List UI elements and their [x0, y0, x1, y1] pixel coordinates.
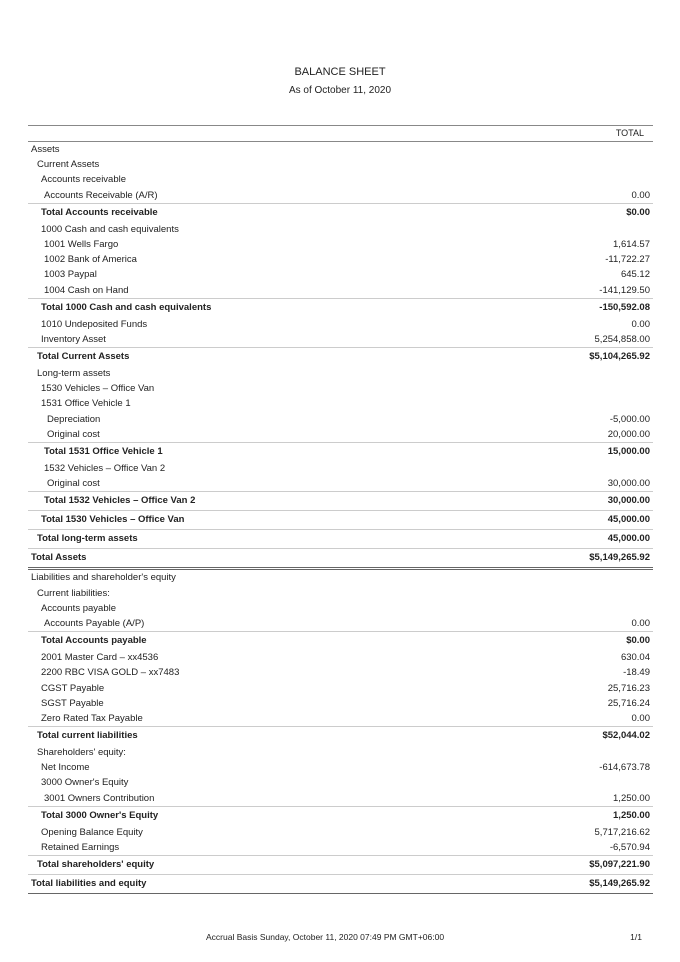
table-row — [28, 267, 653, 282]
row-label: Retained Earnings — [41, 842, 120, 853]
column-header-total: TOTAL — [28, 126, 653, 142]
row-label: 1003 Paypal — [44, 269, 97, 281]
row-label: Total Accounts receivable — [41, 206, 158, 218]
row-label: 1530 Vehicles – Office Van — [41, 383, 155, 395]
table-row — [28, 650, 653, 665]
row-amount: 0.00 — [631, 189, 650, 201]
total-row — [28, 726, 653, 745]
table-row — [28, 252, 653, 267]
row-label: Total shareholders' equity — [37, 859, 155, 871]
row-amount: 30,000.00 — [607, 478, 650, 490]
table-row — [28, 366, 653, 381]
table-row — [28, 616, 653, 631]
row-amount: $52,044.02 — [602, 730, 650, 742]
total-row — [28, 874, 653, 894]
row-label: Accounts payable — [41, 602, 116, 614]
row-amount: -18.49 — [623, 667, 650, 679]
row-amount: 1,250.00 — [613, 809, 650, 821]
table-row — [28, 396, 653, 411]
total-row — [28, 442, 653, 461]
report-date: As of October 11, 2020 — [288, 85, 392, 96]
row-label: Total Assets — [31, 552, 87, 564]
row-label: Total 3000 Owner's Equity — [41, 809, 159, 821]
table-row — [28, 283, 653, 298]
row-label: 2200 RBC VISA GOLD – xx7483 — [41, 667, 180, 679]
row-amount: -5,000.00 — [609, 413, 650, 425]
row-label: Shareholders' equity: — [37, 747, 126, 759]
row-amount: 25,716.24 — [607, 697, 650, 709]
row-label: 1010 Undeposited Funds — [41, 318, 148, 330]
table-row — [28, 317, 653, 332]
table-row — [28, 237, 653, 252]
table-row — [28, 840, 653, 855]
row-label: Total Accounts payable — [41, 635, 147, 647]
table-row — [28, 745, 653, 760]
table-row — [28, 760, 653, 775]
row-label: 1004 Cash on Hand — [44, 284, 129, 296]
row-label: Assets — [31, 144, 60, 155]
table-row — [28, 791, 653, 806]
table-row — [28, 601, 653, 616]
table-row — [28, 381, 653, 396]
row-label: Total 1532 Vehicles – Office Van 2 — [44, 495, 196, 507]
table-row — [28, 332, 653, 347]
total-row — [28, 806, 653, 825]
row-amount: $5,149,265.92 — [589, 552, 650, 564]
table-row — [28, 412, 653, 427]
table-row — [28, 142, 653, 157]
total-row — [28, 631, 653, 650]
row-label: Inventory Asset — [41, 333, 106, 345]
row-label: Total 1000 Cash and cash equivalents — [41, 301, 212, 313]
row-amount: 45,000.00 — [607, 514, 650, 526]
row-amount: $0.00 — [626, 635, 650, 647]
row-amount: 45,000.00 — [607, 533, 650, 545]
table-row — [28, 825, 653, 840]
row-amount: -6,570.94 — [609, 842, 650, 853]
row-label: CGST Payable — [41, 682, 105, 694]
row-label: Original cost — [47, 478, 100, 490]
footer-basis: Accrual Basis Sunday, October 11, 2020 07:49 PM GMT+06:00 — [206, 932, 445, 942]
table-row — [28, 681, 653, 696]
row-label: Total current liabilities — [37, 730, 138, 742]
row-amount: $5,104,265.92 — [589, 351, 650, 363]
row-label: Net Income — [41, 762, 90, 774]
row-label: Current Assets — [37, 159, 100, 171]
page-number: 1/1 — [630, 932, 642, 942]
row-amount: 1,250.00 — [613, 792, 650, 804]
total-row — [28, 298, 653, 317]
row-label: Accounts Payable (A/P) — [44, 617, 145, 629]
row-amount: 5,717,216.62 — [594, 826, 650, 838]
row-amount: -614,673.78 — [599, 762, 650, 774]
total-row — [28, 529, 653, 548]
row-label: 3001 Owners Contribution — [44, 792, 155, 804]
row-label: Current liabilities: — [37, 587, 110, 599]
row-amount: $0.00 — [626, 206, 650, 218]
total-row — [28, 548, 653, 570]
row-label: 2001 Master Card – xx4536 — [41, 652, 159, 664]
row-amount: 630.04 — [620, 652, 650, 664]
row-label: 1002 Bank of America — [44, 254, 137, 266]
total-row — [28, 347, 653, 366]
row-label: SGST Payable — [41, 697, 104, 709]
row-amount: 5,254,858.00 — [594, 333, 650, 345]
row-amount: 0.00 — [631, 617, 650, 629]
row-label: Accounts Receivable (A/R) — [44, 189, 158, 201]
row-label: 1531 Office Vehicle 1 — [41, 398, 131, 410]
row-label: Long-term assets — [37, 368, 111, 380]
table-row — [28, 427, 653, 442]
row-amount: $5,149,265.92 — [589, 878, 650, 890]
table-row — [28, 665, 653, 680]
table-row — [28, 711, 653, 726]
table-row — [28, 696, 653, 711]
total-row — [28, 855, 653, 874]
row-amount: 20,000.00 — [607, 428, 650, 440]
table-row — [28, 157, 653, 172]
row-amount: -11,722.27 — [605, 254, 650, 266]
row-amount: 0.00 — [631, 318, 650, 330]
report-rows — [28, 142, 653, 894]
row-label: Liabilities and shareholder's equity — [31, 572, 176, 584]
row-amount: -141,129.50 — [599, 284, 650, 296]
total-row — [28, 491, 653, 510]
row-amount: 0.00 — [631, 712, 650, 724]
row-amount: 25,716.23 — [607, 682, 650, 694]
table-row — [28, 586, 653, 601]
row-amount: 30,000.00 — [607, 495, 650, 507]
row-label: 1000 Cash and cash equivalents — [41, 223, 179, 235]
total-row — [28, 510, 653, 529]
row-label: Original cost — [47, 428, 100, 440]
report-title: BALANCE SHEET — [294, 66, 386, 78]
row-amount: 645.12 — [620, 269, 650, 281]
table-row — [28, 188, 653, 203]
table-row — [28, 476, 653, 491]
table-row — [28, 222, 653, 237]
row-label: 1532 Vehicles – Office Van 2 — [44, 463, 166, 474]
row-amount: 1,614.57 — [613, 238, 650, 250]
row-amount: $5,097,221.90 — [589, 859, 650, 871]
table-row — [28, 570, 653, 585]
row-label: Total liabilities and equity — [31, 878, 147, 890]
row-label: Accounts receivable — [41, 174, 127, 186]
row-amount: 15,000.00 — [607, 446, 650, 457]
total-row — [28, 203, 653, 222]
row-amount: -150,592.08 — [599, 301, 650, 313]
row-label: Total 1530 Vehicles – Office Van — [41, 514, 185, 526]
table-row — [28, 775, 653, 790]
row-label: Total long-term assets — [37, 533, 138, 545]
row-label: 1001 Wells Fargo — [44, 238, 119, 250]
table-row — [28, 461, 653, 476]
balance-sheet-table — [28, 125, 653, 894]
row-label: Depreciation — [47, 413, 101, 425]
table-row — [28, 172, 653, 187]
row-label: Opening Balance Equity — [41, 826, 143, 838]
row-label: 3000 Owner's Equity — [41, 777, 129, 789]
row-label: Total Current Assets — [37, 351, 130, 363]
row-label: Total 1531 Office Vehicle 1 — [44, 446, 163, 457]
row-label: Zero Rated Tax Payable — [41, 712, 143, 724]
